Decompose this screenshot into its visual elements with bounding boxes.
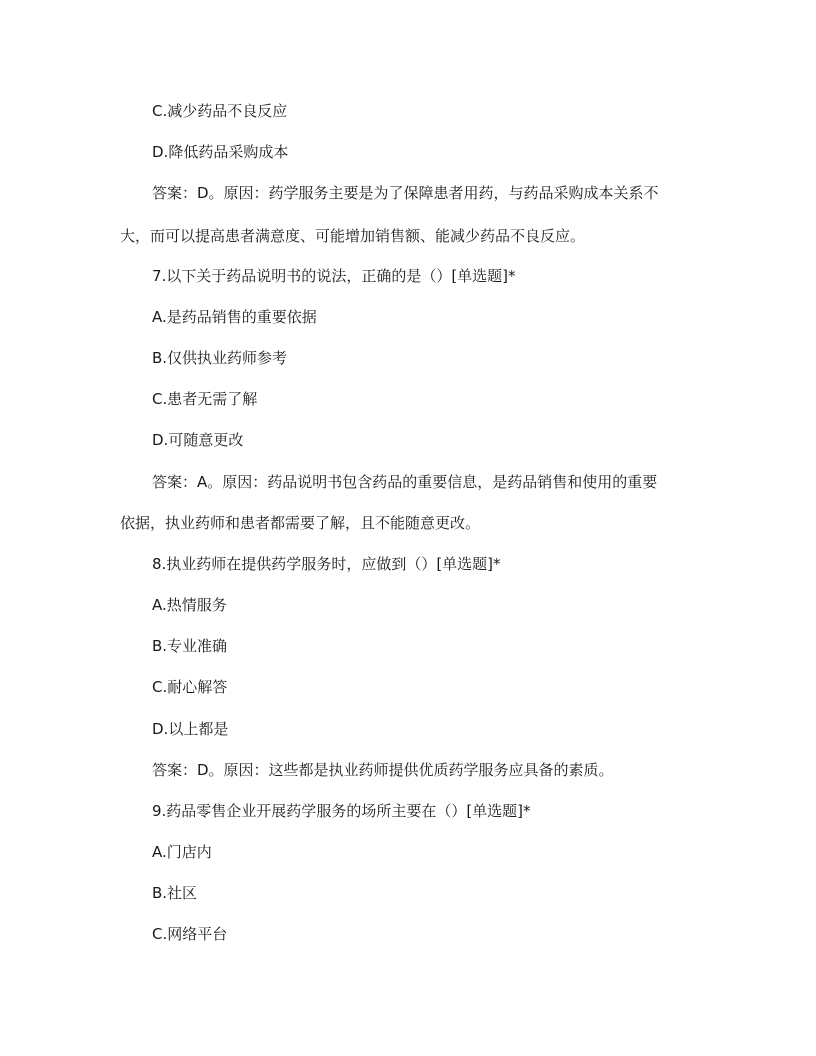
q7-option-b: B.仅供执业药师参考 [152,349,288,367]
q9-option-a: A.门店内 [152,843,212,861]
q7-option-d: D.可随意更改 [152,431,244,449]
q8-option-a: A.热情服务 [152,596,227,614]
q7-question: 7.以下关于药品说明书的说法，正确的是（）[单选题]* [152,267,516,285]
q8-option-c: C.耐心解答 [152,678,228,696]
q9-option-b: B.社区 [152,884,198,902]
q8-question: 8.执业药师在提供药学服务时，应做到（）[单选题]* [152,555,501,573]
q7-answer-line-2: 依据，执业药师和患者都需要了解，且不能随意更改。 [120,514,481,532]
q6-answer-line-1: 答案：D。原因：药学服务主要是为了保障患者用药，与药品采购成本关系不 [152,184,659,202]
q8-answer-line-1: 答案：D。原因：这些都是执业药师提供优质药学服务应具备的素质。 [152,761,614,779]
q9-option-c: C.网络平台 [152,925,228,943]
q8-option-b: B.专业准确 [152,637,228,655]
q8-option-d: D.以上都是 [152,720,229,738]
q7-option-c: C.患者无需了解 [152,390,258,408]
q6-option-d: D.降低药品采购成本 [152,143,289,161]
q6-option-c: C.减少药品不良反应 [152,102,288,120]
q9-question: 9.药品零售企业开展药学服务的场所主要在（）[单选题]* [152,802,531,820]
q7-answer-line-1: 答案：A。原因：药品说明书包含药品的重要信息，是药品销售和使用的重要 [152,473,658,491]
q6-answer-line-2: 大，而可以提高患者满意度、可能增加销售额、能减少药品不良反应。 [120,227,586,245]
q7-option-a: A.是药品销售的重要依据 [152,308,317,326]
